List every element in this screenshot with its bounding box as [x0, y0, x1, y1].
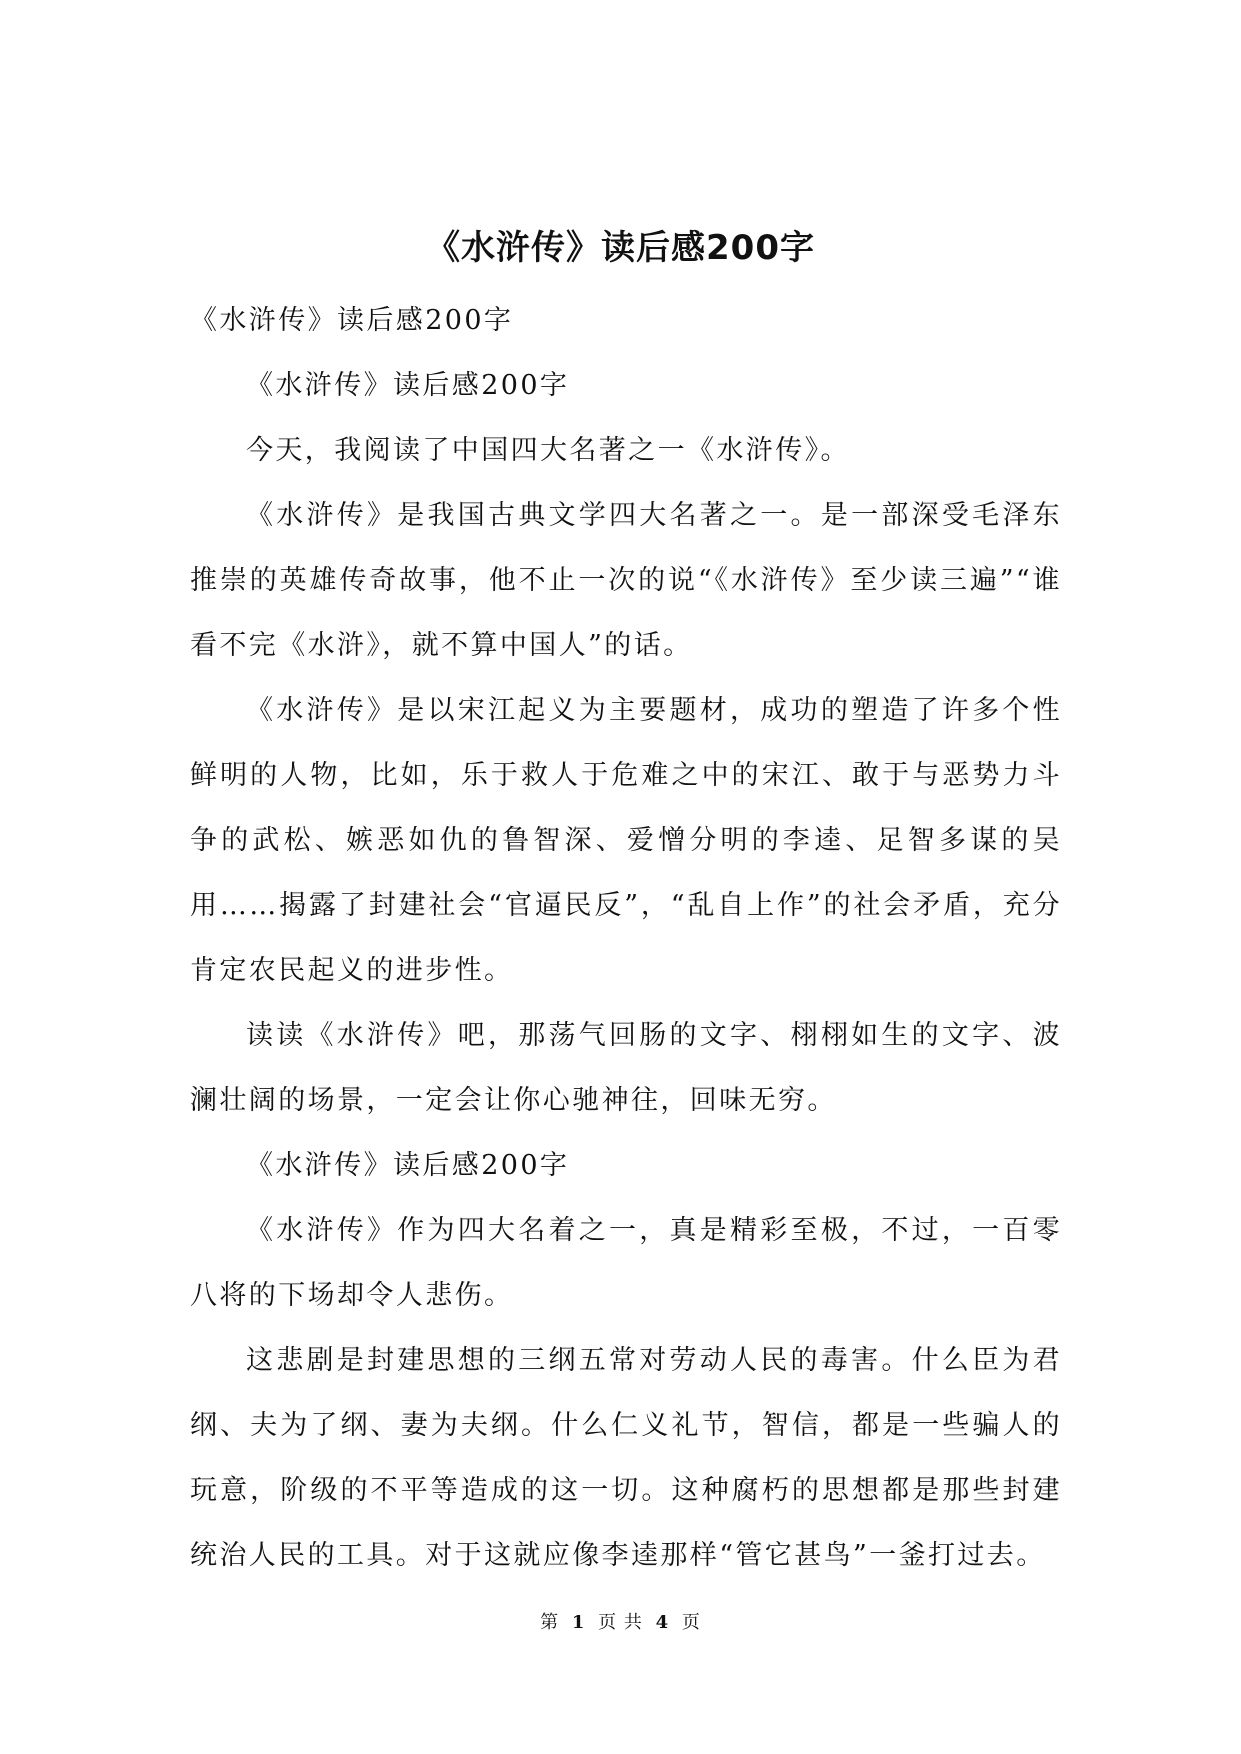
footer-prefix: 第	[540, 1612, 560, 1633]
paragraph: 读读《水浒传》吧，那荡气回肠的文字、栩栩如生的文字、波澜壮阔的场景，一定会让你心驰神往，回味无穷。	[190, 1020, 1062, 1116]
paragraph: 《水浒传》读后感200字	[246, 370, 570, 401]
paragraph: 这悲剧是封建思想的三纲五常对劳动人民的毒害。什么臣为君纲、夫为了纲、妻为夫纲。什么仁义礼节，智信，都是一些骗人的玩意，阶级的不平等造成的这一切。这种腐朽的思想都是那些封建统治人民的工具。对于这就应像李逵那样“管它甚鸟”一釜打过去。	[190, 1345, 1062, 1571]
page-footer	[0, 1611, 1241, 1635]
document-title: 《水浒传》读后感200字	[426, 228, 815, 268]
footer-page-number: 1	[571, 1612, 586, 1633]
paragraph: 《水浒传》读后感200字	[246, 1150, 570, 1181]
footer-middle: 页 共	[598, 1612, 643, 1633]
paragraph: 《水浒传》是以宋江起义为主要题材，成功的塑造了许多个性鲜明的人物，比如，乐于救人于危难之中的宋江、敢于与恶势力斗争的武松、嫉恶如仇的鲁智深、爱憎分明的李逵、足智多谋的吴用……揭露了封建社会“官逼民反”，“乱自上作”的社会矛盾，充分肯定农民起义的进步性。	[190, 695, 1062, 986]
paragraph: 《水浒传》读后感200字	[190, 305, 514, 336]
footer-suffix: 页	[681, 1612, 701, 1633]
paragraph: 《水浒传》是我国古典文学四大名著之一。是一部深受毛泽东推崇的英雄传奇故事，他不止一次的说“《水浒传》至少读三遍”“谁看不完《水浒》，就不算中国人”的话。	[190, 500, 1062, 661]
footer-total-pages: 4	[655, 1612, 670, 1633]
paragraph: 《水浒传》作为四大名着之一，真是精彩至极，不过，一百零八将的下场却令人悲伤。	[190, 1215, 1062, 1311]
paragraph: 今天，我阅读了中国四大名著之一《水浒传》。	[246, 435, 850, 466]
document-body	[190, 288, 1062, 1588]
